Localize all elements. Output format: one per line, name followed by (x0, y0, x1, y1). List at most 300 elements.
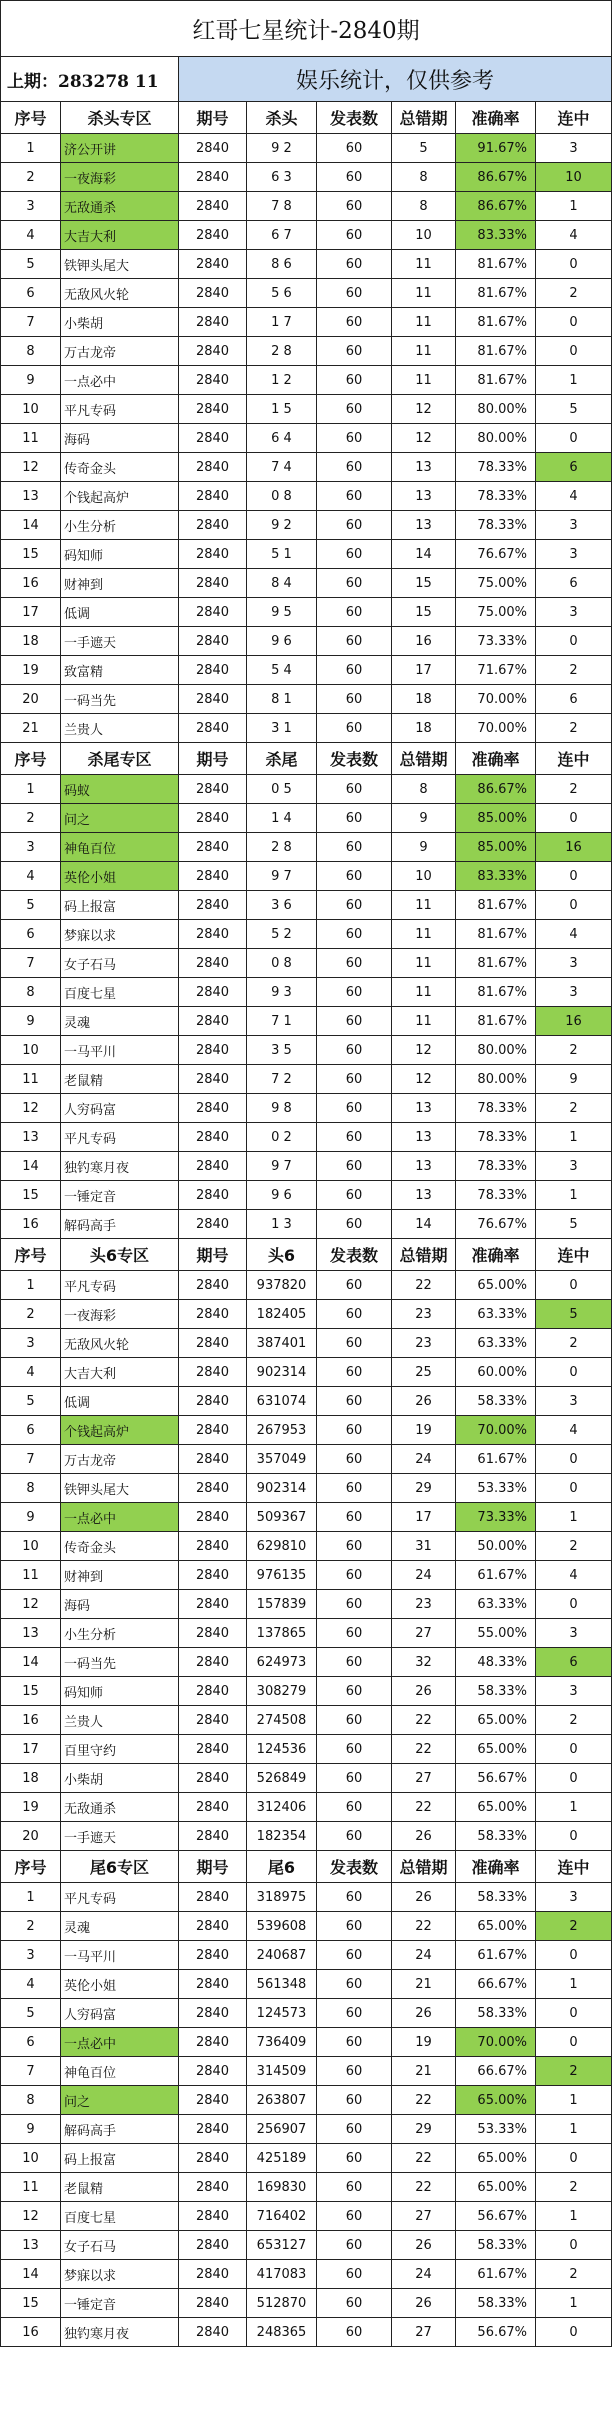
table-cell: 3 (536, 949, 612, 978)
table-cell: 10 (1, 1532, 61, 1561)
table-cell: 60 (317, 2202, 392, 2231)
table-cell: 60 (317, 1883, 392, 1912)
column-header: 总错期 (392, 743, 456, 775)
table-row (1, 804, 612, 833)
table-cell: 17 (392, 656, 456, 685)
table-cell: 无敌风火轮 (61, 1329, 179, 1358)
table-cell: 60 (317, 1329, 392, 1358)
table-cell: 78.33% (456, 453, 536, 482)
table-cell: 8 6 (247, 250, 317, 279)
table-cell: 3 (1, 192, 61, 221)
table-row (1, 1706, 612, 1735)
table-row (1, 1764, 612, 1793)
table-cell: 10 (536, 163, 612, 192)
column-header: 总错期 (392, 1239, 456, 1271)
column-header: 序号 (1, 1239, 61, 1271)
table-cell: 60 (317, 1358, 392, 1387)
table-row (1, 1123, 612, 1152)
table-row (1, 2318, 612, 2347)
table-cell: 13 (1, 1123, 61, 1152)
table-cell: 23 (392, 1300, 456, 1329)
table-cell: 60 (317, 1970, 392, 1999)
table-cell: 60 (317, 804, 392, 833)
table-cell: 2840 (179, 1358, 247, 1387)
table-row (1, 337, 612, 366)
table-cell: 26 (392, 1387, 456, 1416)
table-cell: 7 1 (247, 1007, 317, 1036)
table-cell: 20 (1, 685, 61, 714)
table-cell: 1 (536, 366, 612, 395)
column-header: 头6专区 (61, 1239, 179, 1271)
table-cell: 70.00% (456, 714, 536, 743)
table-cell: 8 1 (247, 685, 317, 714)
tables (1, 102, 612, 2347)
table-cell: 60 (317, 1271, 392, 1300)
table-cell: 兰贵人 (61, 1706, 179, 1735)
table-cell: 码上报富 (61, 2144, 179, 2173)
table-cell: 50.00% (456, 1532, 536, 1561)
table-cell: 60 (317, 1999, 392, 2028)
table-cell: 60 (317, 2289, 392, 2318)
table-cell: 60 (317, 714, 392, 743)
table-cell: 58.33% (456, 2289, 536, 2318)
table-row (1, 2173, 612, 2202)
table-cell: 263807 (247, 2086, 317, 2115)
table-cell: 2 (1, 1912, 61, 1941)
table-cell: 76.67% (456, 540, 536, 569)
table-cell: 13 (392, 453, 456, 482)
table-cell: 兰贵人 (61, 714, 179, 743)
table-row (1, 1152, 612, 1181)
table-cell: 2840 (179, 1883, 247, 1912)
table-cell: 60 (317, 2260, 392, 2289)
table-cell: 24 (392, 1561, 456, 1590)
table-cell: 13 (1, 1619, 61, 1648)
table-cell: 308279 (247, 1677, 317, 1706)
table-cell: 大吉大利 (61, 1358, 179, 1387)
table-cell: 65.00% (456, 1735, 536, 1764)
table-row (1, 2260, 612, 2289)
disclaimer: 娱乐统计，仅供参考 (179, 57, 612, 101)
table-cell: 2840 (179, 395, 247, 424)
table-cell: 0 (536, 2144, 612, 2173)
table-cell: 3 (536, 978, 612, 1007)
table-cell: 解码高手 (61, 2115, 179, 2144)
table-cell: 81.67% (456, 279, 536, 308)
table-cell: 一码当先 (61, 1648, 179, 1677)
table-cell: 13 (1, 2231, 61, 2260)
table-cell: 财神到 (61, 569, 179, 598)
table-cell: 11 (392, 366, 456, 395)
table-cell: 灵魂 (61, 1007, 179, 1036)
table-cell: 124536 (247, 1735, 317, 1764)
table-cell: 19 (392, 2028, 456, 2057)
table-cell: 2840 (179, 308, 247, 337)
table-cell: 7 2 (247, 1065, 317, 1094)
table-cell: 0 (536, 2231, 612, 2260)
table-cell: 2 8 (247, 337, 317, 366)
table-cell: 60 (317, 978, 392, 1007)
table-cell: 8 (1, 1474, 61, 1503)
table-cell: 19 (1, 1793, 61, 1822)
table-cell: 976135 (247, 1561, 317, 1590)
table-cell: 65.00% (456, 1912, 536, 1941)
column-header: 期号 (179, 1239, 247, 1271)
table-cell: 0 (536, 1445, 612, 1474)
table-cell: 60 (317, 1065, 392, 1094)
table-cell: 0 (536, 308, 612, 337)
column-header: 准确率 (456, 743, 536, 775)
table-cell: 27 (392, 1764, 456, 1793)
table-cell: 2840 (179, 1793, 247, 1822)
table-cell: 2840 (179, 1999, 247, 2028)
table-cell: 女子石马 (61, 949, 179, 978)
column-header: 连中 (536, 102, 612, 134)
table-cell: 60 (317, 1416, 392, 1445)
table-cell: 2840 (179, 569, 247, 598)
table-cell: 65.00% (456, 1271, 536, 1300)
table-cell: 2840 (179, 1590, 247, 1619)
table-cell: 58.33% (456, 1883, 536, 1912)
table-cell: 2840 (179, 714, 247, 743)
table-cell: 653127 (247, 2231, 317, 2260)
table-cell: 平凡专码 (61, 1271, 179, 1300)
table-cell: 13 (392, 482, 456, 511)
table-cell: 低调 (61, 598, 179, 627)
table-cell: 2840 (179, 949, 247, 978)
table-cell: 716402 (247, 2202, 317, 2231)
table-cell: 312406 (247, 1793, 317, 1822)
table-cell: 16 (392, 627, 456, 656)
table-cell: 12 (392, 1036, 456, 1065)
column-header: 连中 (536, 1239, 612, 1271)
table-cell: 512870 (247, 2289, 317, 2318)
table-cell: 1 (536, 1503, 612, 1532)
table-cell: 60 (317, 366, 392, 395)
table-cell: 417083 (247, 2260, 317, 2289)
table-cell: 2840 (179, 1474, 247, 1503)
table-row (1, 482, 612, 511)
table-cell: 9 (392, 833, 456, 862)
table-row (1, 714, 612, 743)
column-header: 连中 (536, 743, 612, 775)
table-cell: 26 (392, 2231, 456, 2260)
table-cell: 梦寐以求 (61, 920, 179, 949)
table-cell: 60 (317, 1181, 392, 1210)
table-row (1, 2289, 612, 2318)
table-cell: 76.67% (456, 1210, 536, 1239)
table-cell: 2840 (179, 2028, 247, 2057)
table-cell: 14 (1, 1648, 61, 1677)
table-cell: 61.67% (456, 1941, 536, 1970)
table-cell: 60 (317, 192, 392, 221)
table-cell: 2840 (179, 163, 247, 192)
table-row (1, 250, 612, 279)
column-header: 杀头 (247, 102, 317, 134)
table-cell: 22 (392, 2144, 456, 2173)
table-cell: 60 (317, 1677, 392, 1706)
table-cell: 一手遮天 (61, 1822, 179, 1851)
table-cell: 1 5 (247, 395, 317, 424)
table-cell: 2840 (179, 511, 247, 540)
table-cell: 60 (317, 424, 392, 453)
table-cell: 81.67% (456, 891, 536, 920)
table-cell: 神龟百位 (61, 833, 179, 862)
table-cell: 10 (392, 221, 456, 250)
table-cell: 14 (392, 540, 456, 569)
table-cell: 梦寐以求 (61, 2260, 179, 2289)
column-header: 连中 (536, 1851, 612, 1883)
column-header: 序号 (1, 1851, 61, 1883)
table-cell: 4 (536, 1416, 612, 1445)
table-cell: 2840 (179, 1677, 247, 1706)
table-cell: 码知师 (61, 1677, 179, 1706)
table-cell: 73.33% (456, 1503, 536, 1532)
table-cell: 937820 (247, 1271, 317, 1300)
table-cell: 0 2 (247, 1123, 317, 1152)
table-cell: 27 (392, 1619, 456, 1648)
table-cell: 80.00% (456, 1036, 536, 1065)
table-cell: 2840 (179, 1181, 247, 1210)
table-cell: 2840 (179, 2289, 247, 2318)
table-cell: 14 (1, 1152, 61, 1181)
table-cell: 6 3 (247, 163, 317, 192)
table-cell: 2840 (179, 2260, 247, 2289)
table-cell: 一夜海彩 (61, 1300, 179, 1329)
table-cell: 81.67% (456, 1007, 536, 1036)
table-cell: 1 (536, 2086, 612, 2115)
table-cell: 1 7 (247, 308, 317, 337)
table-row (1, 1387, 612, 1416)
table-cell: 一马平川 (61, 1941, 179, 1970)
table-cell: 60 (317, 308, 392, 337)
table-cell: 60 (317, 482, 392, 511)
table-cell: 2840 (179, 1735, 247, 1764)
table-cell: 百度七星 (61, 2202, 179, 2231)
table-cell: 60 (317, 2086, 392, 2115)
table-cell: 16 (1, 1210, 61, 1239)
table-cell: 3 (1, 833, 61, 862)
table-cell: 12 (1, 2202, 61, 2231)
table-cell: 一码当先 (61, 685, 179, 714)
table-cell: 8 (392, 775, 456, 804)
table-row (1, 656, 612, 685)
table-cell: 一锤定音 (61, 2289, 179, 2318)
table-cell: 0 (536, 1474, 612, 1503)
table-cell: 15 (392, 569, 456, 598)
table-cell: 4 (1, 1970, 61, 1999)
table-cell: 60 (317, 221, 392, 250)
table-row (1, 308, 612, 337)
table-cell: 60 (317, 1123, 392, 1152)
table-cell: 11 (392, 250, 456, 279)
table-cell: 60 (317, 1300, 392, 1329)
table-cell: 2840 (179, 1007, 247, 1036)
table-cell: 60 (317, 1590, 392, 1619)
table-cell: 17 (1, 1735, 61, 1764)
table-cell: 2840 (179, 540, 247, 569)
table-row (1, 1941, 612, 1970)
table-cell: 8 (1, 337, 61, 366)
table-cell: 13 (1, 482, 61, 511)
table-row (1, 1445, 612, 1474)
table-cell: 58.33% (456, 2231, 536, 2260)
table-cell: 9 6 (247, 627, 317, 656)
table-cell: 60 (317, 163, 392, 192)
table-cell: 17 (1, 598, 61, 627)
table-cell: 60 (317, 1210, 392, 1239)
table-cell: 526849 (247, 1764, 317, 1793)
column-header: 总错期 (392, 1851, 456, 1883)
table-cell: 31 (392, 1532, 456, 1561)
table-cell: 78.33% (456, 1152, 536, 1181)
table-cell: 2840 (179, 627, 247, 656)
table-cell: 60 (317, 1387, 392, 1416)
table-row (1, 1619, 612, 1648)
table-cell: 85.00% (456, 833, 536, 862)
table-cell: 561348 (247, 1970, 317, 1999)
table-cell: 0 8 (247, 949, 317, 978)
table-row (1, 891, 612, 920)
table-row (1, 569, 612, 598)
table-cell: 7 4 (247, 453, 317, 482)
table-cell: 80.00% (456, 424, 536, 453)
table-row (1, 598, 612, 627)
table-cell: 314509 (247, 2057, 317, 2086)
table-cell: 个钱起高炉 (61, 1416, 179, 1445)
table-cell: 1 (536, 2289, 612, 2318)
table-cell: 2840 (179, 1036, 247, 1065)
table-cell: 0 (536, 2028, 612, 2057)
kill-head-header-row (1, 102, 612, 134)
table-cell: 2840 (179, 134, 247, 163)
table-row (1, 1648, 612, 1677)
table-cell: 2840 (179, 337, 247, 366)
column-header: 准确率 (456, 1239, 536, 1271)
table-cell: 平凡专码 (61, 1883, 179, 1912)
table-cell: 2840 (179, 1970, 247, 1999)
table-row (1, 862, 612, 891)
table-row (1, 395, 612, 424)
table-cell: 629810 (247, 1532, 317, 1561)
table-cell: 24 (392, 2260, 456, 2289)
table-cell: 2840 (179, 2318, 247, 2347)
table-cell: 29 (392, 1474, 456, 1503)
table-cell: 22 (392, 1735, 456, 1764)
sheet-title: 红哥七星统计-2840期 (1, 1, 612, 57)
table-cell: 65.00% (456, 1706, 536, 1735)
table-cell: 60 (317, 2115, 392, 2144)
table-cell: 631074 (247, 1387, 317, 1416)
table-cell: 2 (536, 2173, 612, 2202)
table-cell: 2 (536, 1036, 612, 1065)
table-cell: 60 (317, 1474, 392, 1503)
table-row (1, 424, 612, 453)
table-cell: 18 (1, 627, 61, 656)
table-cell: 一点必中 (61, 2028, 179, 2057)
table-cell: 2840 (179, 1619, 247, 1648)
table-row (1, 920, 612, 949)
table-cell: 157839 (247, 1590, 317, 1619)
table-cell: 22 (392, 1793, 456, 1822)
table-cell: 2840 (179, 1822, 247, 1851)
table-cell: 10 (392, 862, 456, 891)
table-row (1, 1532, 612, 1561)
table-cell: 9 (392, 804, 456, 833)
table-cell: 0 (536, 1590, 612, 1619)
table-cell: 2840 (179, 2086, 247, 2115)
table-cell: 8 (1, 2086, 61, 2115)
table-cell: 60 (317, 1619, 392, 1648)
table-cell: 9 5 (247, 598, 317, 627)
table-cell: 60 (317, 2173, 392, 2202)
table-cell: 24 (392, 1445, 456, 1474)
table-cell: 11 (392, 891, 456, 920)
column-header: 发表数 (317, 102, 392, 134)
table-cell: 老鼠精 (61, 2173, 179, 2202)
table-cell: 21 (392, 2057, 456, 2086)
table-cell: 0 (536, 2318, 612, 2347)
table-cell: 2840 (179, 453, 247, 482)
column-header: 期号 (179, 1851, 247, 1883)
table-cell: 1 (536, 1123, 612, 1152)
table-cell: 2840 (179, 1094, 247, 1123)
table-cell: 6 7 (247, 221, 317, 250)
table-row (1, 511, 612, 540)
table-cell: 124573 (247, 1999, 317, 2028)
head6-header-row (1, 1239, 612, 1271)
table-cell: 无敌通杀 (61, 192, 179, 221)
table-cell: 22 (392, 1912, 456, 1941)
table-cell: 2840 (179, 1561, 247, 1590)
table-cell: 无敌风火轮 (61, 279, 179, 308)
table-cell: 2840 (179, 1065, 247, 1094)
table-cell: 9 8 (247, 1094, 317, 1123)
table-cell: 624973 (247, 1648, 317, 1677)
table-cell: 902314 (247, 1358, 317, 1387)
table-cell: 3 (1, 1941, 61, 1970)
table-cell: 425189 (247, 2144, 317, 2173)
table-cell: 22 (392, 2173, 456, 2202)
table-cell: 65.00% (456, 2086, 536, 2115)
table-cell: 5 4 (247, 656, 317, 685)
table-cell: 61.67% (456, 2260, 536, 2289)
table-cell: 60 (317, 2028, 392, 2057)
table-cell: 58.33% (456, 1387, 536, 1416)
table-cell: 1 3 (247, 1210, 317, 1239)
table-row (1, 1065, 612, 1094)
table-row (1, 279, 612, 308)
table-cell: 9 2 (247, 134, 317, 163)
table-cell: 16 (536, 1007, 612, 1036)
table-row (1, 1912, 612, 1941)
table-cell: 1 (536, 192, 612, 221)
table-cell: 1 4 (247, 804, 317, 833)
table-cell: 2 (536, 775, 612, 804)
table-cell: 个钱起高炉 (61, 482, 179, 511)
table-cell: 9 (536, 1065, 612, 1094)
table-cell: 60 (317, 1822, 392, 1851)
table-cell: 人穷码富 (61, 1094, 179, 1123)
table-cell: 56.67% (456, 2318, 536, 2347)
table-cell: 2840 (179, 1532, 247, 1561)
table-cell: 2840 (179, 920, 247, 949)
column-header: 杀尾 (247, 743, 317, 775)
table-cell: 2 (536, 1706, 612, 1735)
table-row (1, 1271, 612, 1300)
table-row (1, 366, 612, 395)
table-cell: 26 (392, 2289, 456, 2318)
